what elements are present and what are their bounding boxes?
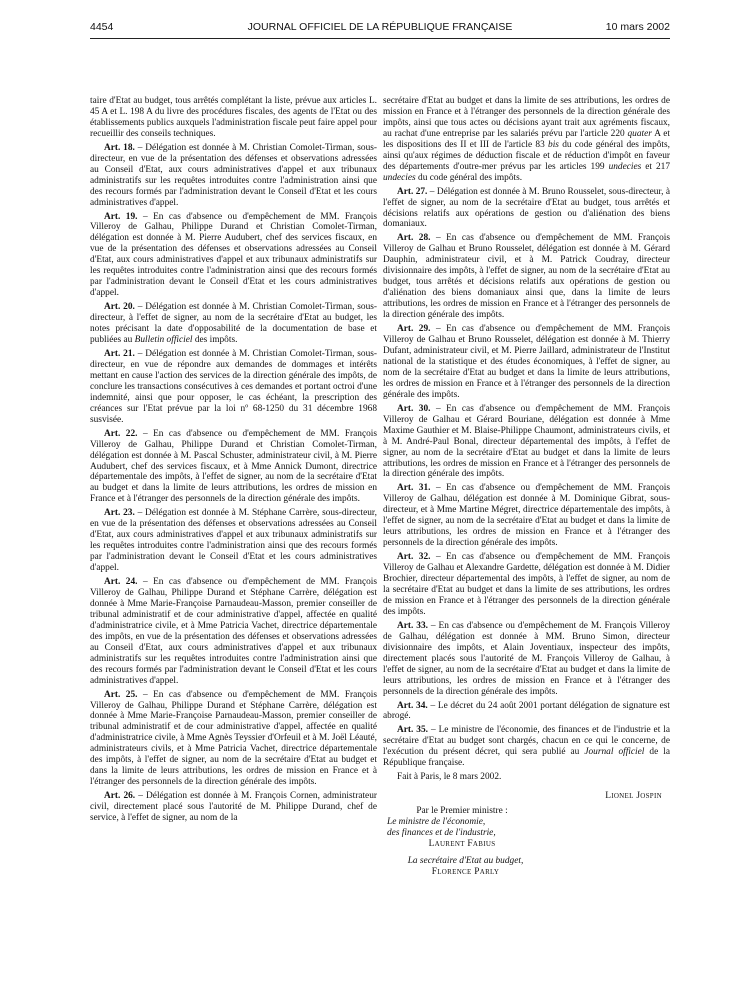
- article-text: – Délégation est donnée à M. François Cornen, administrateur civil, directement placé sous l'autorité de M. Philippe Durand, chef de service, à l'effet de signer, au nom de la: [90, 791, 377, 824]
- article-paragraph: [383, 324, 670, 401]
- article-paragraph: [90, 143, 377, 209]
- article-number: Art. 25.: [104, 689, 138, 700]
- secretary-title: La secrétaire d'Etat au budget,: [407, 856, 524, 867]
- article-text: – Délégation est donnée à M. Bruno Rousselet, sous-directeur, à l'effet de signer, au nom de la secrétaire d'Etat au budget, tous arrêtés et décisions relatifs aux opérations de gestion ou d'aliénation des biens domaniaux.: [383, 186, 671, 230]
- issue-date: 10 mars 2002: [605, 21, 670, 33]
- italic-term: bis: [548, 139, 559, 150]
- journal-title: JOURNAL OFFICIEL DE LA RÉPUBLIQUE FRANÇAISE: [247, 21, 513, 33]
- article-paragraph: [383, 552, 670, 618]
- article-number: Art. 20.: [104, 302, 135, 313]
- page-number: 4454: [90, 21, 114, 33]
- article-paragraph: [383, 725, 670, 769]
- article-text-tail: de la République française.: [383, 747, 670, 769]
- italic-term: undecies: [383, 172, 416, 183]
- article-text: – Le décret du 24 août 2001 portant délégation de signature est abrogé.: [383, 700, 670, 722]
- article-text: – En cas d'absence ou d'empêchement de MM. François Villeroy de Galhau, Philippe Durand et Stéphane Carrère, délégation est donnée à Mme Marie-Françoise Parnaudeau-Masson, premier conseiller de tribunal administratif et de cour administrative d'appel, affectée en qualité d'administratrice civile, et à Mme Patricia Vachet, directrice départementale des impôts, en vue de la présentation des défenses et observations adressées au Conseil d'Etat, aux cours administratives d'appel et aux tribunaux administratifs sur les requêtes introduites contre l'administration ainsi que des recours formés par l'administration devant le Conseil d'Etat et les cours administratives d'appel.: [90, 577, 378, 686]
- fait-a-paris: Fait à Paris, le 8 mars 2002.: [397, 772, 502, 783]
- article-text: – En cas d'absence ou d'empêchement de MM. François Villeroy de Galhau, Philippe Durand et Christian Comolet-Tirman, délégation est donnée à M. Pierre Audubert, chef des services fiscaux, en vue de la présentation des défenses et observations adressées au Conseil d'Etat, aux cours administratives d'appel et aux tribunaux administratifs sur les requêtes introduites contre l'administration ainsi que des recours formés par l'administration devant le Conseil d'Etat et les cours administratives d'appel.: [90, 211, 378, 299]
- article-text: – En cas d'absence ou d'empêchement de MM. François Villeroy de Galhau, Philippe Durand et Stéphane Carrère, délégation est donnée à Mme Marie-Françoise Parnaudeau-Masson, premier conseiller de tribunal administratif et de cour administrative d'appel, affectée en qualité d'administratrice civile, à Mme Agnès Teyssier d'Orfeuil et à M. Joël Léauté, administrateurs civils, et à Mme Patricia Vachet, directrice départementale des impôts, à l'effet de signer, au nom de la secrétaire d'Etat au budget et dans la limite de leurs attributions, les ordres de mission en France et à l'étranger des personnels de la direction générale des impôts.: [90, 689, 378, 788]
- article-number: Art. 30.: [397, 403, 431, 414]
- secretary-signature: [383, 856, 548, 878]
- article-text: du code général des impôts.: [415, 172, 523, 183]
- minister-signature: [383, 806, 670, 850]
- article-number: Art. 34.: [397, 700, 428, 711]
- par-le-premier-ministre: Par le Premier ministre :: [416, 806, 508, 817]
- article-number: Art. 19.: [104, 211, 138, 222]
- minister-name: Laurent Fabius: [428, 839, 496, 850]
- article-text: – Délégation est donnée à M. Christian Comolet-Tirman, sous-directeur, en vue de la présentation des défenses et observations adressées au Conseil d'Etat, aux cours administratives d'appel et aux tribunaux administratifs sur les requêtes introduites contre l'administration ainsi que des recours formés par l'administration devant le Conseil d'Etat et les cours administratives d'appel.: [90, 142, 377, 208]
- article-number: Art. 26.: [104, 791, 136, 802]
- article-paragraph: [383, 187, 670, 231]
- right-column: [383, 96, 670, 878]
- article-text: – En cas d'absence ou d'empêchement de MM. François Villeroy de Galhau, Philippe Durand et Christian Comolet-Tirman, délégation est donnée à M. Pascal Schuster, administrateur civil, à M. Pierre Audubert, chef des services fiscaux, et à Mme Annick Dumont, directrice départementale des impôts, à l'effet de signer, au nom de la secrétaire d'Etat au budget et dans la limite de leurs attributions, les ordres de mission en France et à l'étranger des personnels de la direction générale des impôts.: [90, 428, 378, 505]
- article-number: Art. 18.: [104, 142, 135, 153]
- article-text: – En cas d'absence ou d'empêchement de MM. François Villeroy de Galhau, délégation est donnée à M. Dominique Gibrat, sous-directeur, et à Mme Martine Mégret, directrice départementale des impôts, à l'effet de signer, au nom de la secrétaire d'Etat au budget et dans la limite de leurs attributions, les ordres de mission en France et à l'étranger des personnels de la direction générale des impôts.: [383, 483, 671, 549]
- article-paragraph: [383, 701, 670, 723]
- article-paragraph: [90, 690, 377, 789]
- article-paragraph: [90, 508, 377, 574]
- article-number: Art. 28.: [397, 233, 431, 244]
- article-number: Art. 32.: [397, 552, 431, 563]
- article-text: – En cas d'absence ou d'empêchement de MM. François Villeroy de Galhau et Gérard Bouriane, délégation est donnée à Mme Maxime Gauthier et M. Blaise-Philippe Chaumont, administrateurs civils, et à M. André-Paul Bonal, directeur départemental des impôts, à l'effet de signer, au nom de la secrétaire d'Etat au budget et dans la limite de leurs attributions, les ordres de mission en France et à l'étranger des personnels de la direction générale des impôts.: [383, 403, 671, 480]
- signature-block: [383, 791, 670, 878]
- left-column: [90, 96, 377, 827]
- article-text: et 217: [641, 161, 670, 172]
- article-text: taire d'Etat au budget, tous arrêtés complétant la liste, prévue aux articles L. 45 A et L. 198 A du livre des procédures fiscales, des agents de l'Etat ou des établissements publics auxquels l'administration fiscale peut faire appel pour recueillir des conseils techniques.: [90, 96, 377, 139]
- secretary-name: Florence Parly: [431, 867, 500, 878]
- header-rule: [90, 38, 670, 39]
- article-number: Art. 27.: [397, 186, 428, 197]
- article-paragraph: [383, 621, 670, 698]
- article-paragraph: [383, 483, 670, 549]
- article-number: Art. 21.: [104, 348, 135, 359]
- article-number: Art. 22.: [104, 428, 138, 439]
- article-text: – En cas d'absence ou d'empêchement de MM. François Villeroy de Galhau et Alexandre Gardette, délégation est donnée à M. Didier Brochier, directeur départemental des impôts, à l'effet de signer, au nom de la secrétaire d'Etat au budget et dans la limite de ses attributions, les ordres de mission en France et à l'étranger des personnels de la direction générale des impôts.: [383, 552, 671, 617]
- prime-minister-name: Lionel Jospin: [605, 791, 662, 802]
- article-paragraph: [90, 302, 377, 346]
- page-header: [90, 21, 670, 35]
- right-column-articles: [383, 96, 670, 769]
- article-paragraph: [90, 349, 377, 426]
- article-paragraph: [383, 404, 670, 481]
- article-paragraph: [383, 233, 670, 321]
- article-number: Art. 35.: [397, 725, 428, 736]
- minister-title-line1: Le ministre de l'économie,: [387, 817, 486, 828]
- article-paragraph: [90, 577, 377, 687]
- article-text-tail: des impôts.: [192, 335, 238, 346]
- article-text: – En cas d'absence ou d'empêchement de M. François Villeroy de Galhau, délégation est donnée à MM. Bruno Simon, directeur divisionnaire des impôts, et Alain Joventiaux, inspecteur des impôts, directement placés sous l'autorité de M. François Villeroy de Galhau, à l'effet de signer, au nom de la secrétaire d'Etat au budget et dans la limite de leurs attributions, les ordres de mission en France et à l'étranger des personnels de la direction générale des impôts.: [383, 620, 671, 697]
- minister-title-line2: des finances et de l'industrie,: [387, 828, 496, 839]
- article-text: – En cas d'absence ou d'empêchement de MM. François Villeroy de Galhau et Bruno Rousselet, délégation est donnée à M. Gérard Dauphin, administrateur civil, et à M. Patrick Coudray, directeur divisionnaire des impôts, à l'effet de signer, au nom de la secrétaire d'Etat au budget, tous arrêtés et décisions relatifs aux opérations de gestion ou d'aliénation des biens domaniaux ainsi que, dans la limite de leurs attributions, les ordres de mission en France et à l'étranger des personnels de la direction générale des impôts.: [383, 233, 671, 321]
- article-text: – En cas d'absence ou d'empêchement de MM. François Villeroy de Galhau et Bruno Rousselet, délégation est donnée à M. Thierry Dufant, administrateur civil, et M. Pierre Jaillard, administrateur de l'Institut national de la statistique et des études économiques, à l'effet de signer, au nom de la secrétaire d'Etat au budget et dans la limite de leurs attributions, les ordres de mission en France et à l'étranger des personnels de la direction générale des impôts.: [383, 324, 671, 400]
- article-paragraph: [90, 96, 377, 140]
- article-text: – Le ministre de l'économie, des finances et de l'industrie et la secrétaire d'Etat au budget sont chargés, chacun en ce qui le concerne, de l'exécution du présent décret, qui sera publié au: [383, 725, 670, 758]
- article-text: A et les dispositions des II et III de l'article 83: [383, 128, 671, 150]
- italic-term: undecies: [608, 161, 642, 172]
- article-number: Art. 33.: [397, 620, 428, 631]
- article-paragraph: [383, 96, 670, 184]
- article-number: Art. 24.: [104, 577, 138, 588]
- article-paragraph: [90, 791, 377, 824]
- article-paragraph: [90, 429, 377, 506]
- article-text: du code général des impôts, ainsi qu'aux régimes de déduction fiscale et de réduction d'impôt en faveur des départements d'outre-mer prévus par les articles 199: [383, 139, 670, 172]
- article-text: – Délégation est donnée à M. Christian Comolet-Tirman, sous-directeur, en vue de répondre aux demandes de dommages et intérêts mettant en cause l'action des services de la direction générale des impôts, de conclure les transactions consécutives à ces demandes et portant octroi d'une indemnité, ainsi que pour opposer, le cas échéant, la prescription des créances sur l'Etat prévue par la loi nº 68-1250 du 31 décembre 1968 susvisée.: [90, 348, 377, 425]
- article-paragraph: [90, 212, 377, 300]
- italic-title: Bulletin officiel: [134, 335, 193, 346]
- italic-term: quater: [627, 128, 652, 139]
- article-number: Art. 23.: [104, 508, 135, 519]
- article-text: – Délégation est donnée à M. Christian Comolet-Tirman, sous-directeur, à l'effet de signer, au nom de la secrétaire d'Etat au budget, les notes précisant la date d'opposabilité de la documentation de base et publiées au: [90, 302, 377, 346]
- article-text: – Délégation est donnée à M. Stéphane Carrère, sous-directeur, en vue de la présentation des défenses et observations adressées au Conseil d'Etat, aux cours administratives d'appel et aux tribunaux administratifs sur les requêtes introduites contre l'administration ainsi que des recours formés par l'administration devant le Conseil d'Etat et les cours administratives d'appel.: [90, 508, 378, 574]
- article-number: Art. 31.: [397, 483, 431, 494]
- article-number: Art. 29.: [397, 324, 431, 335]
- article-text: secrétaire d'Etat au budget et dans la limite de ses attributions, les ordres de mission en France et à l'étranger des personnels de la direction générale des impôts, ainsi que tous actes ou décisions ayant trait aux agréments fiscaux, au rachat d'une entreprise par les salariés prévu par l'article 220: [383, 96, 670, 139]
- italic-title: Journal officiel: [584, 747, 645, 758]
